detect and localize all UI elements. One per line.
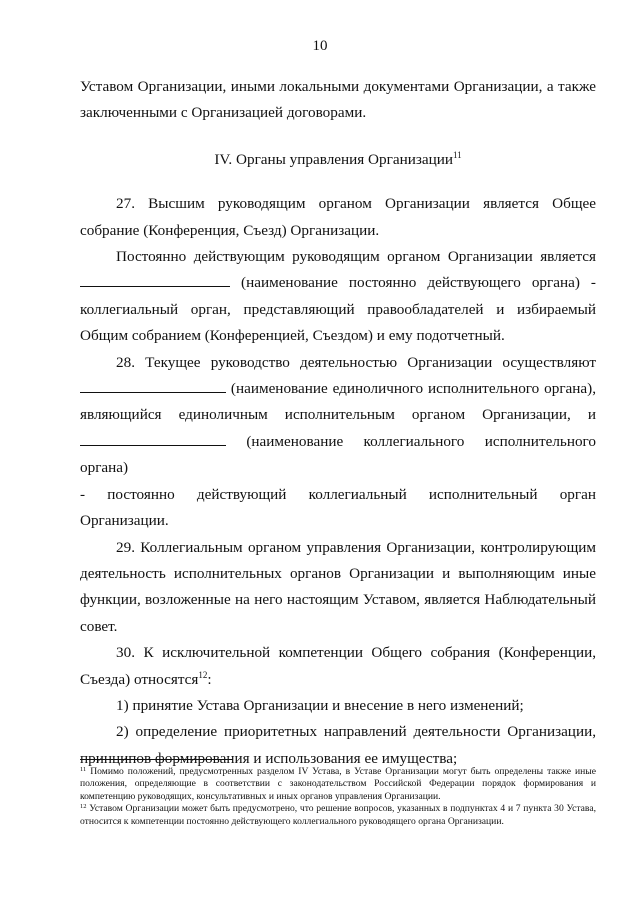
footnote-ref-11: 11 — [452, 149, 462, 160]
blank-line — [80, 431, 226, 446]
footnote-separator — [80, 759, 233, 760]
paragraph-27: 27. Высшим руководящим органом Организации является Общее собрание (Конференция, Съезд) Организации. — [80, 195, 596, 239]
paragraph-27b-line1: Постоянно действующим руководящим органом Организации является — [116, 248, 596, 266]
blank-line — [80, 272, 230, 287]
footnote-11 — [80, 766, 596, 803]
footnote-12 — [80, 803, 596, 828]
blank-caption: (наименование коллегиального исполнительного органа) — [80, 432, 596, 477]
paragraph-28-line2 — [80, 376, 596, 402]
blank-line — [80, 378, 226, 393]
section-heading — [80, 147, 596, 173]
paragraph-continuation: Уставом Организации, иными локальными документами Организации, а также заключенными с Организацией договорами. — [80, 78, 596, 122]
list-item-1: 1) принятие Устава Организации и внесение в него изменений; — [116, 696, 524, 714]
footnote-mark: 12 — [80, 803, 87, 811]
paragraph-30-text: 30. К исключительной компетенции Общего собрания (Конференции, Съезда) относятся — [80, 644, 596, 688]
footnotes — [80, 766, 596, 828]
blank-caption: (наименование единоличного исполнительного органа), — [230, 380, 597, 398]
paragraph-29: 29. Коллегиальным органом управления Организации, контролирующим деятельность исполнительных органов Организации и выполняющим иные функции, возложенные на него настоящим Уставом, является Наблюдательный совет. — [80, 538, 596, 635]
paragraph-28-line3: являющийся единоличным исполнительным органом Организации, и — [80, 406, 596, 424]
colon: : — [207, 670, 212, 688]
footnote-text: Помимо положений, предусмотренных разделом IV Устава, в Уставе Организации могут быть определены также иные положения, определяющие в соответствии с законодательством Российской Федерации порядок формирования и компетенцию руководящих, консультативных и иных органов управления Организации. — [80, 766, 596, 802]
footnote-text: Уставом Организации может быть предусмотрено, что решение вопросов, указанных в подпунктах 4 и 7 пункта 30 Устава, относится к компетенции постоянно действующего коллегиального руководящего органа Организации. — [80, 803, 596, 827]
list-item-2: 2) определение приоритетных направлений деятельности Организации, принципов формирования и использования ее имущества; — [80, 723, 596, 767]
blank-caption: (наименование постоянно действующего органа) - — [241, 274, 596, 292]
paragraph-28-line1: 28. Текущее руководство деятельностью Организации осуществляют — [116, 353, 596, 371]
footnote-mark: 11 — [80, 766, 87, 773]
page-number: 10 — [312, 38, 328, 54]
section-heading-text: IV. Органы управления Организации — [214, 150, 453, 168]
footnote-ref-12: 12 — [198, 669, 208, 680]
paragraph-27b-line2 — [80, 270, 596, 296]
paragraph-27b-rest: коллегиальный орган, представляющий правообладателей и избираемый Общим собранием (Конференцией, Съездом) и ему подотчетный. — [80, 300, 596, 345]
paragraph-28-line4 — [80, 429, 596, 482]
paragraph-30 — [80, 640, 596, 693]
document-body — [80, 74, 596, 772]
paragraph-28-line5: - постоянно действующий коллегиальный исполнительный орган Организации. — [80, 485, 596, 530]
